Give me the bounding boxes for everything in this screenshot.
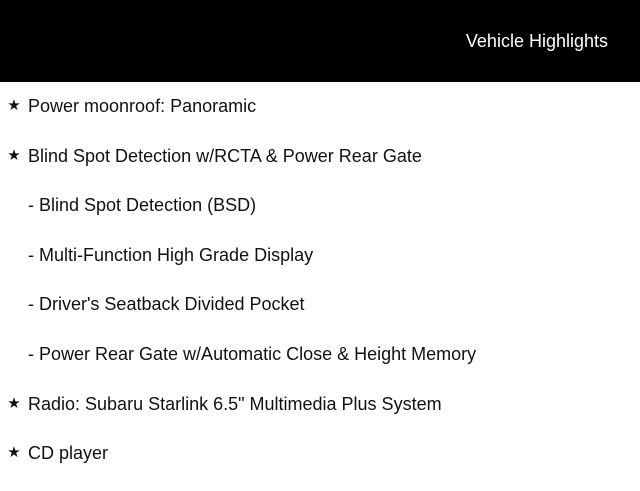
list-item-text: - Driver's Seatback Divided Pocket (28, 294, 305, 315)
list-item (0, 342, 640, 392)
highlights-list (0, 94, 640, 491)
star-icon: ★ (7, 444, 21, 462)
list-item-text: Blind Spot Detection w/RCTA & Power Rear Gate (28, 145, 422, 166)
list-item-text: Power moonroof: Panoramic (28, 96, 257, 116)
list-item-text: - Blind Spot Detection (BSD) (28, 195, 257, 216)
list-item (0, 144, 640, 194)
list-item-text: Radio: Subaru Starlink 6.5" Multimedia Plus System (28, 393, 442, 414)
star-icon: ★ (7, 394, 21, 412)
list-item (0, 94, 640, 144)
list-item (0, 292, 640, 342)
list-item (0, 243, 640, 293)
list-item (0, 392, 640, 442)
header-bar (0, 0, 640, 82)
list-item (0, 193, 640, 243)
list-item-text: CD player (28, 443, 109, 464)
header-title: Vehicle Highlights (465, 31, 608, 51)
list-item-text: - Power Rear Gate w/Automatic Close & Height Memory (28, 343, 477, 364)
list-item (0, 441, 640, 491)
list-item-text: - Multi-Function High Grade Display (28, 244, 314, 265)
star-icon: ★ (7, 97, 21, 114)
star-icon: ★ (7, 146, 21, 164)
